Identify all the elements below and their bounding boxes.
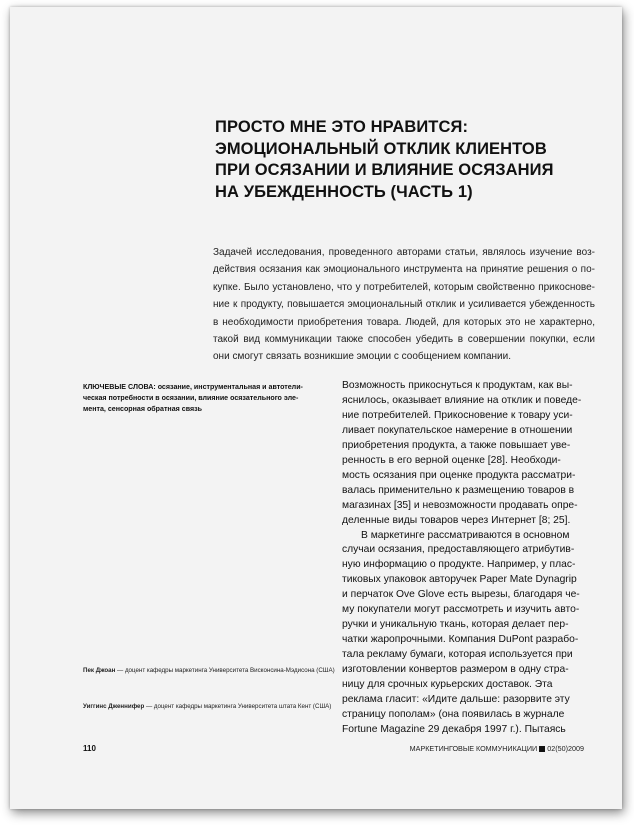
journal-footer [410,744,584,753]
journal-page [10,7,622,809]
body-line: валась применительно к размещению товаров в [342,484,575,496]
body-line: деленные виды товаров через Интернет [8; 25]. [342,514,571,526]
body-line: ние потребителей. Прикосновение к товару уси- [342,409,573,421]
abstract-line: ние к продукту, повышается эмоциональный отклик и усиливается убежденность [213,299,595,311]
author-name: Уиггинс Дженнифер [83,703,145,710]
abstract-line: в необходимости приобретения товара. Людей, для которых это не характерно, [213,316,595,328]
body-line: реклама гласит: «Идите дальше: разорвите эту [342,694,570,706]
body-line: Fortune Magazine 29 декабря 1997 г.). Пытаясь [342,723,566,735]
body-line: страницу пополам» (она появилась в журнале [342,708,565,720]
body-line: случаи осязания, предоставляющего атрибутив- [342,544,575,556]
body-line: яснилось, оказывает влияние на отклик и поведе- [342,394,582,406]
title-line: ПРИ ОСЯЗАНИИ И ВЛИЯНИЕ ОСЯЗАНИЯ [215,161,554,179]
journal-name: МАРКЕТИНГОВЫЕ КОММУНИКАЦИИ [409,744,538,753]
article-abstract [213,244,595,366]
body-line: ную информацию о продукте. Например, у плас- [342,559,576,571]
journal-issue: 02(50)2009 [547,744,584,753]
abstract-line: такой вид коммуникации также способен убедить в совершении покупки, если [213,334,595,346]
abstract-line: купке. Было установлено, что у потребителей, которым свойственно прикоснове- [213,281,595,293]
body-line: приобретения продукта, а также повышает уве- [342,439,571,451]
keywords-line: ческая потребности в осязании, влияние осязательного эле- [83,394,299,402]
body-line: Возможность прикоснуться к продуктам, как вы- [342,380,573,391]
keywords-block [83,382,328,415]
body-line: тиковых упаковок авторучек Paper Mate Dynagrip [342,574,577,586]
title-line: ЭМОЦИОНАЛЬНЫЙ ОТКЛИК КЛИЕНТОВ [215,139,547,158]
body-line: чатки жаропрочными. Компания DuPont разрабо- [342,634,579,646]
body-line: ручки и уникальную ткань, которая делает пер- [342,619,569,631]
article-title [215,117,615,203]
abstract-line: они смогут связать возникшие эмоции с сообщением компании. [213,351,511,363]
body-line: ренность в его верной оценке [28]. Необходи- [342,454,561,466]
author-note [83,703,331,711]
author-name: Пек Джоан [83,667,116,674]
keywords-label: КЛЮЧЕВЫЕ СЛОВА: [83,383,156,391]
article-body-column [342,379,592,738]
square-bullet-icon [539,746,545,752]
body-line: изготовлении конвертов размером в одну стра- [342,664,569,676]
keywords-text: осязание, инструментальная и автотели- [155,383,303,391]
abstract-line: действия осязания как эмоционального инструмента на принятие решения о по- [213,264,595,276]
title-line: НА УБЕЖДЕННОСТЬ (ЧАСТЬ 1) [215,182,473,201]
keywords-line: мента, сенсорная обратная связь [83,405,203,413]
body-line: и перчаток Ove Glove есть вырезы, благодаря че- [342,589,580,601]
body-line: ницу для срочных курьерских доставок. Эта [342,679,553,691]
title-line: ПРОСТО МНЕ ЭТО НРАВИТСЯ: [215,118,469,136]
body-line: му покупатели могут рассмотреть и изучить авто- [342,604,580,616]
abstract-line: Задачей исследования, проведенного авторами статьи, являлось изучение воз- [213,247,595,258]
body-line: ливает покупательское намерение в отношении [342,424,573,436]
body-line: тала рекламу бумаги, которая используется при [342,649,573,661]
keywords-line [83,382,328,393]
page-number: 110 [83,744,96,753]
body-line: мость осязания при оценке продукта рассматри- [342,469,576,481]
author-role: — доцент кафедры маркетинга Университета штата Кент (США) [144,703,332,710]
author-note [83,667,335,675]
body-line: магазинах [35] и невозможности продавать опре- [342,499,578,511]
body-line: В маркетинге рассматриваются в основном [361,529,570,541]
author-role: — доцент кафедры маркетинга Университета Висконсина-Мэдисона (США) [115,667,335,674]
